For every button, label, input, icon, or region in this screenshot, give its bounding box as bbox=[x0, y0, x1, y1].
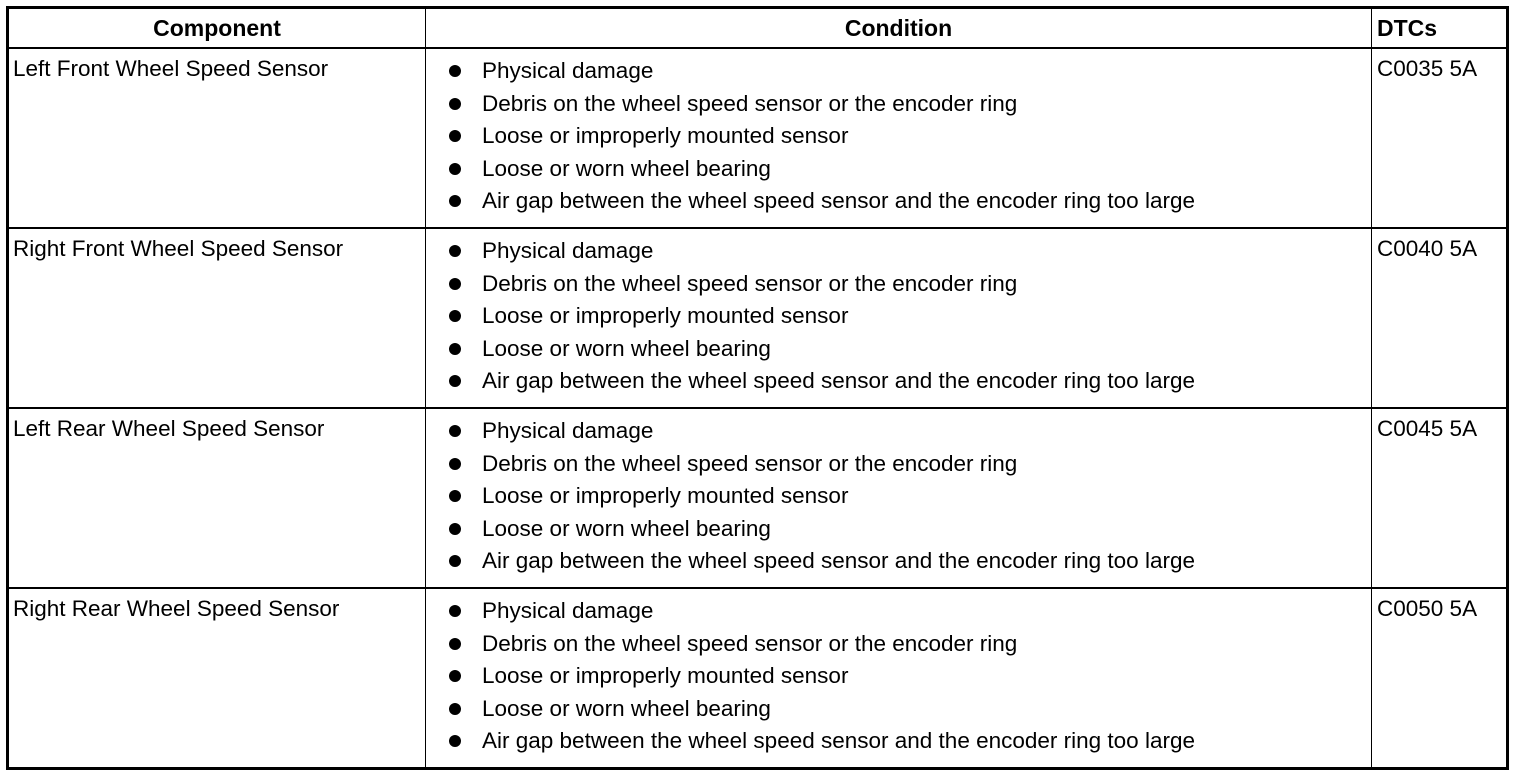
list-item bbox=[426, 628, 1371, 661]
condition-text: Debris on the wheel speed sensor or the encoder ring bbox=[482, 630, 1018, 656]
list-item bbox=[426, 88, 1371, 121]
table-body bbox=[8, 48, 1508, 769]
bullet-icon bbox=[449, 278, 461, 290]
condition-text: Debris on the wheel speed sensor or the encoder ring bbox=[482, 270, 1018, 296]
condition-cell bbox=[426, 588, 1372, 769]
condition-text: Physical damage bbox=[482, 238, 654, 263]
condition-text: Loose or improperly mounted sensor bbox=[482, 483, 849, 509]
table-row bbox=[8, 48, 1508, 228]
list-item bbox=[426, 333, 1371, 366]
bullet-icon bbox=[449, 735, 461, 747]
bullet-icon bbox=[449, 458, 461, 470]
header-condition: Condition bbox=[426, 8, 1372, 49]
document-page bbox=[6, 6, 1509, 770]
component-cell: Right Front Wheel Speed Sensor bbox=[8, 228, 426, 408]
condition-list bbox=[426, 55, 1371, 218]
bullet-icon bbox=[449, 605, 461, 617]
table-row bbox=[8, 408, 1508, 588]
condition-cell bbox=[426, 408, 1372, 588]
header-component: Component bbox=[8, 8, 426, 49]
condition-text: Loose or worn wheel bearing bbox=[482, 515, 771, 541]
bullet-icon bbox=[449, 375, 461, 387]
list-item bbox=[426, 153, 1371, 186]
bullet-icon bbox=[449, 555, 461, 567]
component-cell: Left Front Wheel Speed Sensor bbox=[8, 48, 426, 228]
condition-text: Debris on the wheel speed sensor or the encoder ring bbox=[482, 90, 1018, 116]
bullet-icon bbox=[449, 490, 461, 502]
list-item bbox=[426, 513, 1371, 546]
list-item bbox=[426, 415, 1371, 448]
condition-text: Physical damage bbox=[482, 58, 654, 83]
component-cell: Right Rear Wheel Speed Sensor bbox=[8, 588, 426, 769]
condition-text: Debris on the wheel speed sensor or the encoder ring bbox=[482, 450, 1018, 476]
condition-cell bbox=[426, 228, 1372, 408]
bullet-icon bbox=[449, 343, 461, 355]
list-item bbox=[426, 55, 1371, 88]
list-item bbox=[426, 448, 1371, 481]
bullet-icon bbox=[449, 195, 461, 207]
header-row bbox=[8, 8, 1508, 49]
dtc-cell: C0045 5A bbox=[1372, 408, 1508, 588]
bullet-icon bbox=[449, 310, 461, 322]
condition-list bbox=[426, 595, 1371, 758]
condition-list bbox=[426, 235, 1371, 398]
bullet-icon bbox=[449, 65, 461, 77]
dtc-cell: C0050 5A bbox=[1372, 588, 1508, 769]
list-item bbox=[426, 185, 1371, 218]
wheel-speed-sensor-table bbox=[6, 6, 1509, 770]
list-item bbox=[426, 480, 1371, 513]
condition-text: Loose or improperly mounted sensor bbox=[482, 663, 849, 689]
list-item bbox=[426, 545, 1371, 578]
condition-text: Air gap between the wheel speed sensor and the encoder ring too large bbox=[482, 188, 1195, 214]
dtc-cell: C0035 5A bbox=[1372, 48, 1508, 228]
list-item bbox=[426, 268, 1371, 301]
bullet-icon bbox=[449, 523, 461, 535]
bullet-icon bbox=[449, 130, 461, 142]
bullet-icon bbox=[449, 670, 461, 682]
condition-text: Air gap between the wheel speed sensor and the encoder ring too large bbox=[482, 548, 1195, 574]
table-row bbox=[8, 228, 1508, 408]
bullet-icon bbox=[449, 425, 461, 437]
list-item bbox=[426, 660, 1371, 693]
list-item bbox=[426, 693, 1371, 726]
bullet-icon bbox=[449, 703, 461, 715]
list-item bbox=[426, 725, 1371, 758]
condition-text: Air gap between the wheel speed sensor and the encoder ring too large bbox=[482, 368, 1195, 394]
bullet-icon bbox=[449, 245, 461, 257]
list-item bbox=[426, 300, 1371, 333]
condition-text: Physical damage bbox=[482, 418, 654, 443]
condition-text: Physical damage bbox=[482, 598, 654, 623]
list-item bbox=[426, 365, 1371, 398]
table-row bbox=[8, 588, 1508, 769]
header-dtcs: DTCs bbox=[1372, 8, 1508, 49]
condition-text: Loose or improperly mounted sensor bbox=[482, 123, 849, 149]
list-item bbox=[426, 235, 1371, 268]
condition-text: Loose or worn wheel bearing bbox=[482, 695, 771, 721]
component-cell: Left Rear Wheel Speed Sensor bbox=[8, 408, 426, 588]
dtc-cell: C0040 5A bbox=[1372, 228, 1508, 408]
list-item bbox=[426, 595, 1371, 628]
condition-text: Loose or worn wheel bearing bbox=[482, 155, 771, 181]
condition-text: Air gap between the wheel speed sensor and the encoder ring too large bbox=[482, 728, 1195, 754]
bullet-icon bbox=[449, 638, 461, 650]
bullet-icon bbox=[449, 163, 461, 175]
list-item bbox=[426, 120, 1371, 153]
condition-text: Loose or improperly mounted sensor bbox=[482, 303, 849, 329]
condition-list bbox=[426, 415, 1371, 578]
condition-cell bbox=[426, 48, 1372, 228]
bullet-icon bbox=[449, 98, 461, 110]
condition-text: Loose or worn wheel bearing bbox=[482, 335, 771, 361]
